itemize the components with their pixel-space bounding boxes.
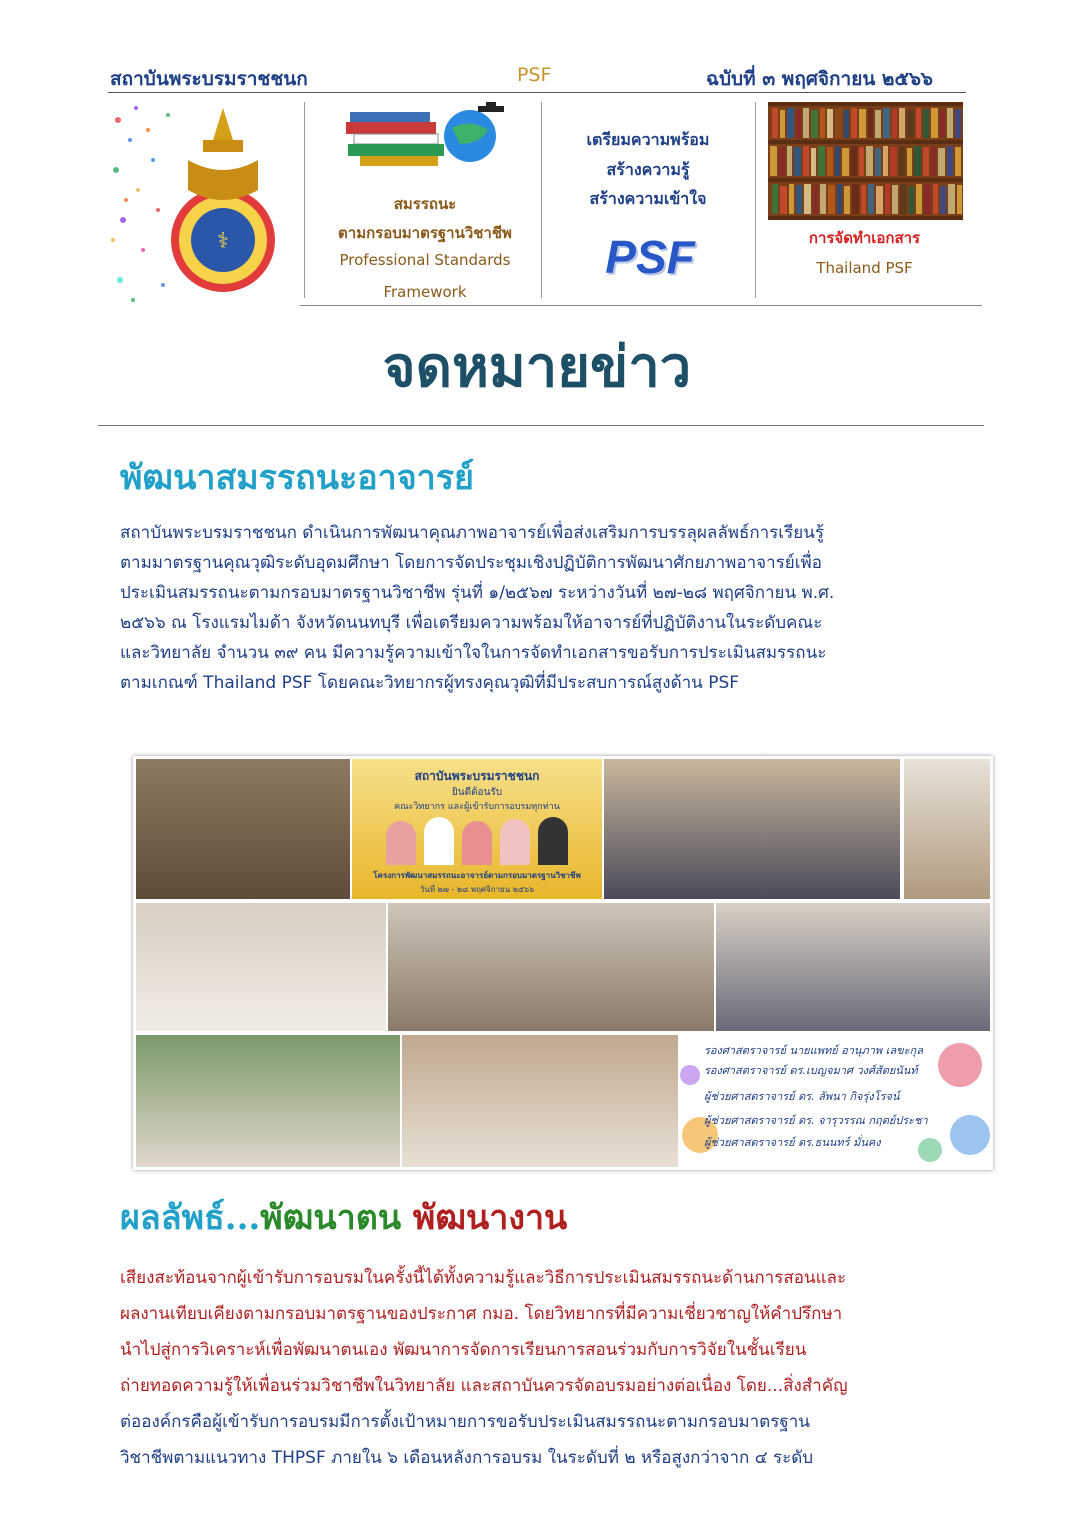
section2-line: ถ่ายทอดความรู้ให้เพื่อนร่วมวิชาชีพในวิทยาลัย และสถาบันควรจัดอบรมอย่างต่อเนื่อง โดย...สิ่งสำคัญ bbox=[120, 1376, 848, 1396]
section1-line: ตามเกณฑ์ Thailand PSF โดยคณะวิทยากรผู้ทรงคุณวุฒิที่มีประสบการณ์สูงด้าน PSF bbox=[120, 673, 740, 693]
welcome-sub2: คณะวิทยากร และผู้เข้ารับการอบรมทุกท่าน bbox=[394, 802, 560, 812]
competency-line3: Professional Standards bbox=[339, 251, 511, 269]
workshop-photo bbox=[135, 758, 351, 900]
institution-emblem bbox=[108, 100, 298, 302]
emblem-panel bbox=[108, 100, 298, 302]
heading-work-development: พัฒนางาน bbox=[412, 1198, 568, 1238]
section2-heading bbox=[120, 1190, 567, 1244]
welcome-sub1: ยินดีต้อนรับ bbox=[451, 787, 503, 798]
banner-panel-prepare bbox=[548, 100, 748, 300]
banner-panel-docs bbox=[762, 100, 967, 300]
section2-line: วิชาชีพตามแนวทาง THPSF ภายใน ๖ เดือนหลังการอบรม ในระดับที่ ๒ หรือสูงกว่าจาก ๔ ระดับ bbox=[120, 1448, 814, 1468]
speaker-name: รองศาสตราจารย์ นายแพทย์ อานุภาพ เลขะกุล bbox=[704, 1044, 923, 1057]
svg-text:⚕: ⚕ bbox=[217, 229, 229, 254]
banner-panel-competency bbox=[310, 100, 540, 300]
books-globe-icon bbox=[310, 100, 540, 180]
banner-rule bbox=[300, 305, 982, 306]
table-photo bbox=[135, 902, 387, 1032]
speaker-portraits bbox=[382, 815, 572, 865]
section1-heading: พัฒนาสมรรถนะอาจารย์ bbox=[120, 458, 474, 498]
heading-self-development: พัฒนาตน bbox=[260, 1198, 402, 1238]
psf-logo: PSF bbox=[605, 231, 695, 283]
docs-line2: Thailand PSF bbox=[816, 259, 913, 277]
section1-line: และวิทยาลัย จำนวน ๓๙ คน มีความรู้ความเข้าใจในการจัดทำเอกสารขอรับการประเมินสมรรถนะ bbox=[120, 643, 827, 663]
section2-line: ต่อองค์กรคือผู้เข้ารับการอบรมมีการตั้งเป้าหมายการขอรับประเมินสมรรถนะตามกรอบมาตรฐาน bbox=[120, 1412, 810, 1432]
section2-line: นำไปสู่การวิเคราะห์เพื่อพัฒนาตนเอง พัฒนาการจัดการเรียนการสอนร่วมกับการวิจัยในชั้นเรียน bbox=[120, 1340, 807, 1360]
welcome-date: วันที่ ๒๗ - ๒๘ พฤศจิกายน ๒๕๖๖ bbox=[419, 885, 535, 894]
section2-line: เสียงสะท้อนจากผู้เข้ารับการอบรมในครั้งนี้ได้ทั้งความรู้และวิธีการประเมินสมรรถนะด้านการสอนและ bbox=[120, 1268, 847, 1288]
section1-body bbox=[120, 518, 1000, 698]
prepare-line3: สร้างความเข้าใจ bbox=[589, 189, 707, 208]
table-photo bbox=[715, 902, 991, 1032]
section1-line: สถาบันพระบรมราชชนก ดำเนินการพัฒนาคุณภาพอาจารย์เพื่อส่งเสริมการบรรลุผลลัพธ์การเรียนรู้ bbox=[120, 523, 824, 543]
speaker-name: ผู้ช่วยศาสตราจารย์ ดร. ลัพนา กิจรุ่งโรจน์ bbox=[704, 1090, 900, 1103]
header-psf: PSF bbox=[517, 64, 552, 86]
welcome-project: โครงการพัฒนาสมรรถนะอาจารย์ตามกรอบมาตรฐานวิชาชีพ bbox=[373, 871, 581, 880]
docs-line1: การจัดทำเอกสาร bbox=[808, 229, 921, 247]
banner-divider bbox=[304, 102, 305, 298]
newsletter-title: จดหมายข่าว bbox=[382, 334, 692, 400]
banner-divider bbox=[755, 102, 756, 298]
welcome-board bbox=[351, 758, 603, 900]
speaker-list bbox=[679, 1034, 991, 1168]
speaker-photo bbox=[903, 758, 991, 900]
bookshelf-image bbox=[768, 102, 963, 220]
prepare-line1: เตรียมความพร้อม bbox=[586, 130, 710, 149]
presentation-photo bbox=[135, 1034, 401, 1168]
speaker-name: รองศาสตราจารย์ ดร.เบญจมาศ วงศ์สัตยนันท์ bbox=[704, 1064, 918, 1077]
table-photo bbox=[387, 902, 715, 1032]
welcome-title: สถาบันพระบรมราชชนก bbox=[414, 769, 540, 783]
laptop-photo bbox=[401, 1034, 679, 1168]
section1-line: ๒๕๖๖ ณ โรงแรมไมด้า จังหวัดนนทบุรี เพื่อเตรียมความพร้อมให้อาจารย์ที่ปฏิบัติงานในระดับคณะ bbox=[120, 613, 823, 633]
header-rule bbox=[108, 92, 966, 93]
heading-result: ผลลัพธ์... bbox=[120, 1198, 261, 1238]
speaker-name: ผู้ช่วยศาสตราจารย์ ดร. จารุวรรณ กฤตย์ประชา bbox=[704, 1114, 928, 1127]
speaker-name: ผู้ช่วยศาสตราจารย์ ดร.ธนนทร์ มั่นคง bbox=[704, 1136, 881, 1149]
group-photo bbox=[603, 758, 901, 900]
section1-line: ประเมินสมรรถนะตามกรอบมาตรฐานวิชาชีพ รุ่นที่ ๑/๒๕๖๗ ระหว่างวันที่ ๒๗-๒๘ พฤศจิกายน พ.ศ. bbox=[120, 583, 835, 603]
title-rule bbox=[98, 425, 984, 426]
competency-line1: สมรรถนะ bbox=[393, 195, 457, 213]
section2-body bbox=[120, 1260, 1000, 1476]
photo-collage bbox=[133, 756, 993, 1170]
competency-line4: Framework bbox=[383, 283, 467, 301]
section1-line: ตามมาตรฐานคุณวุฒิระดับอุดมศึกษา โดยการจัดประชุมเชิงปฏิบัติการพัฒนาศักยภาพอาจารย์เพื่อ bbox=[120, 553, 822, 573]
institution-name: สถาบันพระบรมราชชนก bbox=[110, 68, 308, 90]
banner-divider bbox=[541, 102, 542, 298]
issue-label: ฉบับที่ ๓ พฤศจิกายน ๒๕๖๖ bbox=[706, 68, 933, 90]
prepare-line2: สร้างความรู้ bbox=[606, 160, 690, 179]
section2-line: ผลงานเทียบเคียงตามกรอบมาตรฐานของประกาศ กมอ. โดยวิทยากรที่มีความเชี่ยวชาญให้คำปรึกษา bbox=[120, 1304, 843, 1324]
competency-line2: ตามกรอบมาตรฐานวิชาชีพ bbox=[338, 224, 512, 242]
